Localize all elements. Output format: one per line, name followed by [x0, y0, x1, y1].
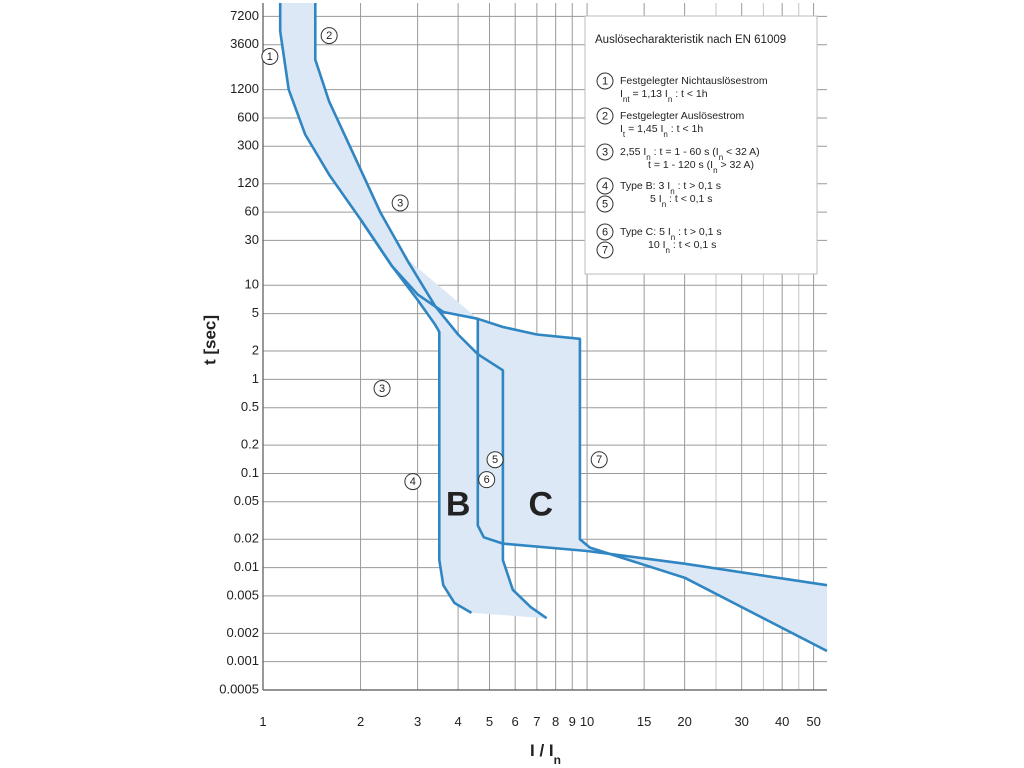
y-tick-label: 10 [244, 276, 259, 292]
legend-line [620, 110, 745, 122]
x-tick-label: 1 [259, 714, 267, 729]
y-tick-label: 30 [244, 231, 259, 247]
annotation-marker-3 [374, 381, 390, 397]
y-tick-label: 1200 [230, 81, 259, 97]
legend-subscript: t [622, 129, 626, 139]
x-tick-label: 4 [454, 714, 462, 729]
legend-segment: : t < 0,1 s [669, 239, 717, 251]
y-tick-label: 600 [237, 109, 259, 125]
legend-marker-number: 3 [601, 146, 609, 159]
legend-segment: : t < 0,1 s [666, 193, 713, 205]
annotation-marker-6 [479, 472, 495, 488]
x-axis-label [530, 741, 561, 767]
y-tick-label: 300 [237, 137, 259, 153]
y-tick-label: 0.2 [240, 436, 259, 452]
x-tick-label: 30 [734, 714, 749, 729]
x-tick-label: 5 [485, 714, 494, 729]
annotation-marker-3 [392, 195, 408, 211]
y-tick-label: 3600 [230, 36, 259, 52]
x-tick-label: 50 [806, 714, 821, 729]
y-tick-label: 2 [251, 342, 259, 358]
legend-segment: Type B: 3 I [620, 180, 671, 192]
annotation-number: 3 [397, 197, 404, 210]
y-tick-label: 0.002 [226, 624, 259, 640]
legend-segment: I [620, 123, 623, 135]
legend-segment: Festgelegter Nichtauslösestrom [620, 75, 768, 87]
x-axis-label-main: I / I [530, 741, 554, 760]
y-tick-label: 1 [251, 370, 259, 386]
legend-subscript: n [646, 152, 651, 162]
annotation-number: 5 [491, 454, 499, 467]
legend-segment: = 1,45 I [625, 123, 664, 135]
x-axis-label-sub: n [553, 753, 561, 767]
legend-segment: > 32 A) [717, 159, 755, 171]
y-tick-label: 120 [237, 175, 259, 191]
legend-subscript: nt [622, 94, 630, 104]
annotation-marker-5 [487, 452, 503, 468]
legend-subscript: n [718, 152, 724, 162]
x-tick-label: 9 [568, 714, 576, 729]
legend-title: Auslösecharakteristik nach EN 61009 [595, 34, 787, 46]
y-tick-label: 0.1 [240, 464, 259, 480]
legend-marker-number: 2 [601, 110, 609, 123]
y-tick-label: 0.01 [233, 559, 259, 575]
legend-subscript: n [665, 245, 670, 255]
y-tick-label: 0.5 [240, 399, 259, 415]
y-axis-label: t [sec] [200, 314, 220, 366]
legend-segment: : t < 1h [667, 123, 704, 135]
legend-segment: : t = 1 - 60 s (I [650, 146, 719, 158]
legend-segment: : t < 1h [672, 88, 708, 100]
annotation-marker-7 [591, 452, 607, 468]
x-tick-label: 8 [552, 714, 560, 729]
legend-marker-number: 4 [601, 180, 609, 193]
y-axis-ticks [219, 8, 259, 697]
y-tick-label: 0.02 [233, 530, 259, 546]
legend-subscript: n [661, 199, 667, 209]
x-tick-label: 15 [636, 714, 652, 729]
annotation-number: 2 [326, 30, 333, 43]
x-tick-label: 2 [356, 714, 365, 729]
x-tick-label: 40 [774, 714, 790, 729]
legend-segment: : t > 0,1 s [674, 180, 722, 192]
x-tick-label: 6 [511, 714, 519, 729]
legend-subscript: n [670, 232, 676, 242]
x-tick-label: 3 [414, 714, 422, 729]
legend-segment: < 32 A) [723, 146, 760, 158]
y-tick-label: 0.0005 [219, 681, 259, 697]
annotation-marker-4 [405, 474, 421, 490]
x-axis-ticks [259, 714, 820, 729]
y-tick-label: 7200 [230, 7, 259, 23]
annotation-marker-1 [262, 49, 278, 65]
legend-segment: I [620, 88, 623, 100]
band-c-fill [361, 220, 827, 652]
y-tick-label: 0.005 [226, 587, 259, 603]
y-tick-label: 60 [244, 203, 259, 219]
x-tick-label: 20 [677, 714, 692, 729]
annotation-number: 4 [409, 476, 416, 489]
legend-marker-number: 5 [601, 198, 609, 211]
y-tick-label: 0.05 [233, 493, 259, 509]
legend-marker-number: 1 [601, 75, 609, 88]
x-tick-label: 7 [533, 714, 541, 729]
legend-line [620, 75, 768, 87]
legend-segment: Festgelegter Auslösestrom [620, 110, 745, 122]
x-tick-label: 10 [579, 714, 595, 729]
legend-subscript: n [713, 165, 718, 175]
annotation-number: 6 [483, 474, 490, 487]
legend-segment: t = 1 - 120 s (I [648, 159, 714, 171]
band-c-label: C [528, 485, 554, 524]
legend-segment: 2,55 I [620, 146, 647, 158]
annotation-number: 7 [596, 454, 603, 467]
band-b-label: B [445, 485, 471, 524]
annotation-number: 3 [378, 383, 386, 396]
legend-segment: 5 I [650, 193, 662, 205]
legend-subscript: n [667, 94, 673, 104]
annotation-marker-2 [321, 28, 337, 44]
legend-subscript: n [670, 186, 675, 196]
legend-segment: Type C: 5 I [620, 226, 671, 238]
annotation-number: 1 [266, 51, 273, 64]
y-tick-label: 0.001 [226, 653, 259, 669]
legend-segment: : t > 0,1 s [675, 226, 722, 238]
legend-subscript: n [663, 129, 668, 139]
y-tick-label: 5 [251, 305, 259, 321]
legend [585, 16, 817, 274]
legend-segment: = 1,13 I [629, 88, 668, 100]
legend-segment: 10 I [648, 239, 666, 251]
legend-marker-number: 6 [601, 226, 609, 239]
legend-marker-number: 7 [601, 244, 609, 257]
